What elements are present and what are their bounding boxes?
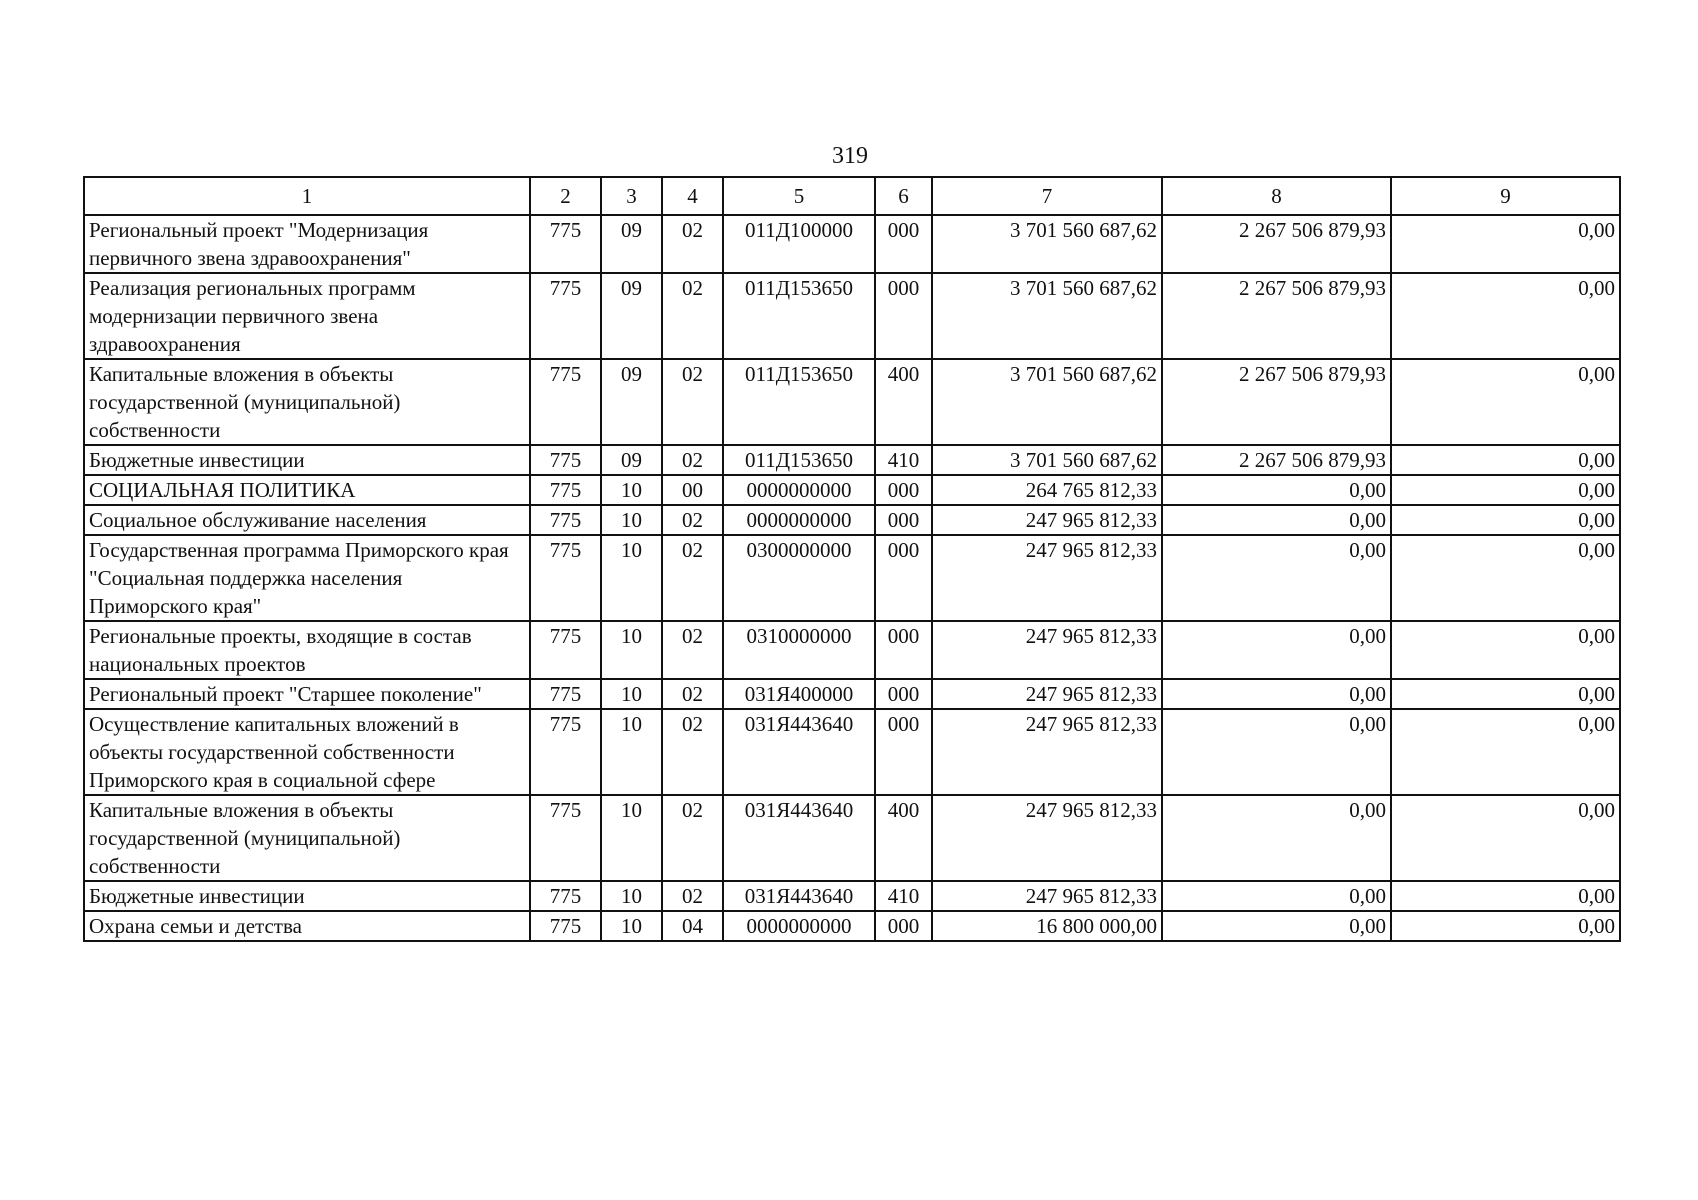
table-row	[84, 621, 1620, 679]
subsection-code-cell: 02	[662, 359, 723, 445]
amount-col8-cell: 0,00	[1162, 881, 1391, 911]
row-name-cell: Региональный проект "Старшее поколение"	[84, 679, 530, 709]
amount-col8-cell: 2 267 506 879,93	[1162, 273, 1391, 359]
amount-col9-cell: 0,00	[1391, 475, 1620, 505]
section-code-cell: 10	[601, 505, 662, 535]
row-name-cell: Бюджетные инвестиции	[84, 881, 530, 911]
section-code-cell: 10	[601, 535, 662, 621]
section-code-cell: 10	[601, 621, 662, 679]
target-item-code-cell: 031Я443640	[723, 881, 875, 911]
expense-type-code-cell: 000	[875, 475, 932, 505]
amount-col9-cell: 0,00	[1391, 881, 1620, 911]
table-row	[84, 505, 1620, 535]
subsection-code-cell: 02	[662, 795, 723, 881]
row-name-cell: Охрана семьи и детства	[84, 911, 530, 941]
amount-col9-cell: 0,00	[1391, 505, 1620, 535]
ministry-code-cell: 775	[530, 679, 601, 709]
ministry-code-cell: 775	[530, 445, 601, 475]
amount-col7-cell: 3 701 560 687,62	[932, 215, 1162, 273]
ministry-code-cell: 775	[530, 215, 601, 273]
target-item-code-cell: 0310000000	[723, 621, 875, 679]
row-name-cell: Региональный проект "Модернизация первичного звена здравоохранения"	[84, 215, 530, 273]
ministry-code-cell: 775	[530, 881, 601, 911]
amount-col7-cell: 3 701 560 687,62	[932, 273, 1162, 359]
column-header: 9	[1391, 177, 1620, 215]
amount-col7-cell: 247 965 812,33	[932, 621, 1162, 679]
target-item-code-cell: 011Д153650	[723, 445, 875, 475]
expense-type-code-cell: 000	[875, 273, 932, 359]
column-header: 8	[1162, 177, 1391, 215]
section-code-cell: 10	[601, 475, 662, 505]
amount-col7-cell: 16 800 000,00	[932, 911, 1162, 941]
amount-col8-cell: 2 267 506 879,93	[1162, 445, 1391, 475]
target-item-code-cell: 0000000000	[723, 911, 875, 941]
subsection-code-cell: 02	[662, 505, 723, 535]
amount-col8-cell: 0,00	[1162, 621, 1391, 679]
column-header: 1	[84, 177, 530, 215]
expense-type-code-cell: 000	[875, 709, 932, 795]
section-code-cell: 09	[601, 215, 662, 273]
table-row	[84, 475, 1620, 505]
subsection-code-cell: 02	[662, 445, 723, 475]
section-code-cell: 10	[601, 795, 662, 881]
column-header: 4	[662, 177, 723, 215]
amount-col8-cell: 0,00	[1162, 505, 1391, 535]
expense-type-code-cell: 000	[875, 621, 932, 679]
row-name-cell: Региональные проекты, входящие в состав национальных проектов	[84, 621, 530, 679]
row-name-cell: Бюджетные инвестиции	[84, 445, 530, 475]
amount-col8-cell: 0,00	[1162, 535, 1391, 621]
column-header: 3	[601, 177, 662, 215]
amount-col9-cell: 0,00	[1391, 273, 1620, 359]
ministry-code-cell: 775	[530, 475, 601, 505]
target-item-code-cell: 011Д153650	[723, 359, 875, 445]
table-row	[84, 679, 1620, 709]
target-item-code-cell: 011Д100000	[723, 215, 875, 273]
amount-col7-cell: 3 701 560 687,62	[932, 445, 1162, 475]
amount-col8-cell: 0,00	[1162, 475, 1391, 505]
target-item-code-cell: 0000000000	[723, 475, 875, 505]
amount-col8-cell: 0,00	[1162, 709, 1391, 795]
target-item-code-cell: 031Я400000	[723, 679, 875, 709]
ministry-code-cell: 775	[530, 359, 601, 445]
subsection-code-cell: 02	[662, 881, 723, 911]
page-number: 319	[832, 143, 868, 169]
amount-col9-cell: 0,00	[1391, 535, 1620, 621]
ministry-code-cell: 775	[530, 621, 601, 679]
amount-col7-cell: 247 965 812,33	[932, 505, 1162, 535]
target-item-code-cell: 031Я443640	[723, 795, 875, 881]
amount-col9-cell: 0,00	[1391, 911, 1620, 941]
row-name-cell: Капитальные вложения в объекты государственной (муниципальной) собственности	[84, 359, 530, 445]
section-code-cell: 10	[601, 709, 662, 795]
amount-col8-cell: 2 267 506 879,93	[1162, 359, 1391, 445]
amount-col7-cell: 247 965 812,33	[932, 709, 1162, 795]
section-code-cell: 10	[601, 679, 662, 709]
subsection-code-cell: 02	[662, 273, 723, 359]
table-row	[84, 535, 1620, 621]
amount-col8-cell: 0,00	[1162, 911, 1391, 941]
subsection-code-cell: 00	[662, 475, 723, 505]
ministry-code-cell: 775	[530, 911, 601, 941]
amount-col7-cell: 3 701 560 687,62	[932, 359, 1162, 445]
amount-col7-cell: 247 965 812,33	[932, 795, 1162, 881]
table-row	[84, 881, 1620, 911]
target-item-code-cell: 031Я443640	[723, 709, 875, 795]
subsection-code-cell: 02	[662, 621, 723, 679]
ministry-code-cell: 775	[530, 505, 601, 535]
table-row	[84, 795, 1620, 881]
subsection-code-cell: 02	[662, 679, 723, 709]
ministry-code-cell: 775	[530, 273, 601, 359]
amount-col8-cell: 0,00	[1162, 795, 1391, 881]
expense-type-code-cell: 000	[875, 535, 932, 621]
amount-col8-cell: 0,00	[1162, 679, 1391, 709]
row-name-cell: СОЦИАЛЬНАЯ ПОЛИТИКА	[84, 475, 530, 505]
table-row	[84, 359, 1620, 445]
ministry-code-cell: 775	[530, 535, 601, 621]
ministry-code-cell: 775	[530, 795, 601, 881]
table-row	[84, 445, 1620, 475]
subsection-code-cell: 02	[662, 709, 723, 795]
amount-col7-cell: 247 965 812,33	[932, 881, 1162, 911]
expense-type-code-cell: 400	[875, 795, 932, 881]
expense-type-code-cell: 000	[875, 911, 932, 941]
subsection-code-cell: 02	[662, 215, 723, 273]
row-name-cell: Реализация региональных программ модернизации первичного звена здравоохранения	[84, 273, 530, 359]
amount-col8-cell: 2 267 506 879,93	[1162, 215, 1391, 273]
amount-col7-cell: 247 965 812,33	[932, 535, 1162, 621]
target-item-code-cell: 0000000000	[723, 505, 875, 535]
row-name-cell: Осуществление капитальных вложений в объекты государственной собственности Приморского края в социальной сфере	[84, 709, 530, 795]
target-item-code-cell: 0300000000	[723, 535, 875, 621]
column-header: 6	[875, 177, 932, 215]
subsection-code-cell: 02	[662, 535, 723, 621]
column-header: 5	[723, 177, 875, 215]
column-header-row	[84, 177, 1620, 215]
column-header: 7	[932, 177, 1162, 215]
ministry-code-cell: 775	[530, 709, 601, 795]
row-name-cell: Государственная программа Приморского края "Социальная поддержка населения Приморского края"	[84, 535, 530, 621]
section-code-cell: 09	[601, 359, 662, 445]
expense-type-code-cell: 000	[875, 215, 932, 273]
subsection-code-cell: 04	[662, 911, 723, 941]
section-code-cell: 10	[601, 881, 662, 911]
expense-type-code-cell: 000	[875, 505, 932, 535]
row-name-cell: Капитальные вложения в объекты государственной (муниципальной) собственности	[84, 795, 530, 881]
table-row	[84, 273, 1620, 359]
table-row	[84, 215, 1620, 273]
section-code-cell: 09	[601, 273, 662, 359]
table-row	[84, 709, 1620, 795]
table-row	[84, 911, 1620, 941]
amount-col7-cell: 247 965 812,33	[932, 679, 1162, 709]
column-header: 2	[530, 177, 601, 215]
amount-col9-cell: 0,00	[1391, 445, 1620, 475]
expense-type-code-cell: 410	[875, 881, 932, 911]
expense-type-code-cell: 000	[875, 679, 932, 709]
amount-col9-cell: 0,00	[1391, 215, 1620, 273]
expense-type-code-cell: 410	[875, 445, 932, 475]
amount-col9-cell: 0,00	[1391, 679, 1620, 709]
amount-col9-cell: 0,00	[1391, 709, 1620, 795]
amount-col9-cell: 0,00	[1391, 621, 1620, 679]
expense-type-code-cell: 400	[875, 359, 932, 445]
amount-col9-cell: 0,00	[1391, 795, 1620, 881]
section-code-cell: 09	[601, 445, 662, 475]
budget-table	[83, 176, 1621, 942]
amount-col9-cell: 0,00	[1391, 359, 1620, 445]
section-code-cell: 10	[601, 911, 662, 941]
target-item-code-cell: 011Д153650	[723, 273, 875, 359]
row-name-cell: Социальное обслуживание населения	[84, 505, 530, 535]
amount-col7-cell: 264 765 812,33	[932, 475, 1162, 505]
